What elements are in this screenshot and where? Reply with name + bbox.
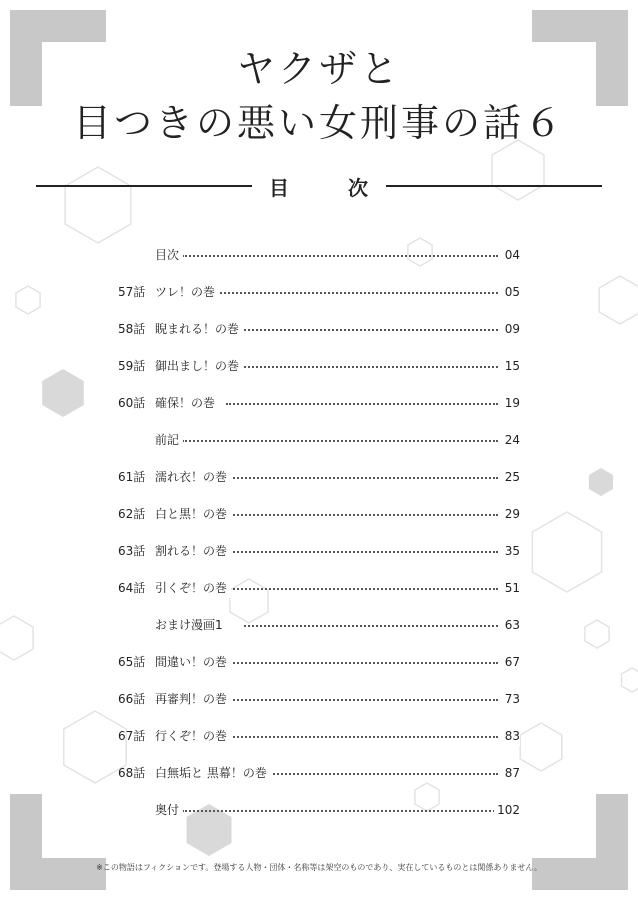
toc-leader-dots (226, 551, 498, 553)
toc-leader-dots (226, 699, 498, 701)
toc-heading-part-1: 目 (269, 176, 290, 200)
toc-entry[interactable] (0, 726, 638, 746)
toc-page-number: 05 (502, 282, 520, 302)
toc-title: 目次 (155, 245, 183, 265)
toc-title: 行くぞ！の巻 (155, 726, 231, 746)
toc-title: 濡れ衣！の巻 (155, 467, 231, 487)
toc-entry[interactable] (0, 615, 638, 635)
toc-entry[interactable] (0, 245, 638, 265)
toc-title: 引くぞ！の巻 (155, 578, 231, 598)
toc-heading (0, 172, 638, 201)
toc-title: 白無垢と 黒幕！の巻 (155, 763, 271, 783)
toc-entry[interactable] (0, 467, 638, 487)
toc-page-number: 09 (502, 319, 520, 339)
toc-chapter-number: 59話 (118, 359, 146, 373)
toc-entry[interactable] (0, 541, 638, 561)
toc-entry[interactable] (0, 319, 638, 339)
toc-leader-dots (226, 403, 498, 405)
book-title-line-2: 目つきの悪い女刑事の話６ (72, 101, 565, 145)
toc-entry[interactable] (0, 800, 638, 820)
toc-title: 奥付 (155, 800, 183, 820)
toc-page-number: 25 (502, 467, 520, 487)
toc-page-number: 35 (502, 541, 520, 561)
toc-entry[interactable] (0, 504, 638, 524)
book-title-line-1: ヤクザと (236, 47, 401, 91)
toc-title: 前記 (155, 430, 183, 450)
toc-page-number: 15 (502, 356, 520, 376)
toc-title: おまけ漫画1 (155, 615, 227, 635)
toc-page-number: 102 (494, 800, 520, 820)
toc-page-number: 63 (502, 615, 520, 635)
toc-entry[interactable] (0, 578, 638, 598)
toc-chapter-number: 58話 (118, 322, 146, 336)
toc-title: 割れる！の巻 (155, 541, 231, 561)
toc-leader-dots (182, 440, 498, 442)
toc-chapter-number: 61話 (118, 470, 146, 484)
toc-page-number: 87 (502, 763, 520, 783)
toc-chapter-number: 57話 (118, 285, 146, 299)
toc-title: 再審判！の巻 (155, 689, 231, 709)
toc-chapter-number: 64話 (118, 581, 146, 595)
toc-entry[interactable] (0, 763, 638, 783)
toc-entry[interactable] (0, 393, 638, 413)
toc-page-number: 29 (502, 504, 520, 524)
toc-entry[interactable] (0, 356, 638, 376)
toc-leader-dots (182, 255, 498, 257)
toc-chapter-number: 62話 (118, 507, 146, 521)
toc-chapter-number: 66話 (118, 692, 146, 706)
toc-leader-dots (244, 329, 498, 331)
toc-chapter-number: 67話 (118, 729, 146, 743)
toc-title: 間違い！の巻 (155, 652, 231, 672)
toc-leader-dots (226, 514, 498, 516)
toc-leader-dots (244, 366, 498, 368)
toc-title: 睨まれる！の巻 (155, 319, 243, 339)
toc-leader-dots (226, 588, 498, 590)
toc-page-number: 24 (502, 430, 520, 450)
toc-page-number: 04 (502, 245, 520, 265)
toc-entry[interactable] (0, 282, 638, 302)
toc-heading-part-2: 次 (348, 176, 369, 200)
toc-leader-dots (226, 736, 498, 738)
toc-page-number: 19 (502, 393, 520, 413)
toc-entry[interactable] (0, 689, 638, 709)
toc-leader-dots (226, 662, 498, 664)
toc-title: 確保！の巻 (155, 393, 219, 413)
toc-page-number: 73 (502, 689, 520, 709)
toc-title: 白と黒！の巻 (155, 504, 231, 524)
toc-leader-dots (226, 477, 498, 479)
toc-title: ツレ！の巻 (155, 282, 219, 302)
toc-leader-dots (212, 292, 498, 294)
toc-title: 御出まし！の巻 (155, 356, 243, 376)
toc-chapter-number: 68話 (118, 766, 146, 780)
toc-leader-dots (244, 625, 498, 627)
toc-chapter-number: 65話 (118, 655, 146, 669)
toc-entry[interactable] (0, 652, 638, 672)
toc-page-number: 67 (502, 652, 520, 672)
disclaimer-footnote: ※この物語はフィクションです。登場する人物・団体・名称等は架空のものであり、実在しているものとは関係ありません。 (96, 863, 542, 872)
toc-page-number: 83 (502, 726, 520, 746)
toc-entry[interactable] (0, 430, 638, 450)
toc-page-number: 51 (502, 578, 520, 598)
toc-leader-dots (182, 810, 498, 812)
toc-chapter-number: 60話 (118, 396, 146, 410)
toc-leader-dots (262, 773, 498, 775)
toc-chapter-number: 63話 (118, 544, 146, 558)
